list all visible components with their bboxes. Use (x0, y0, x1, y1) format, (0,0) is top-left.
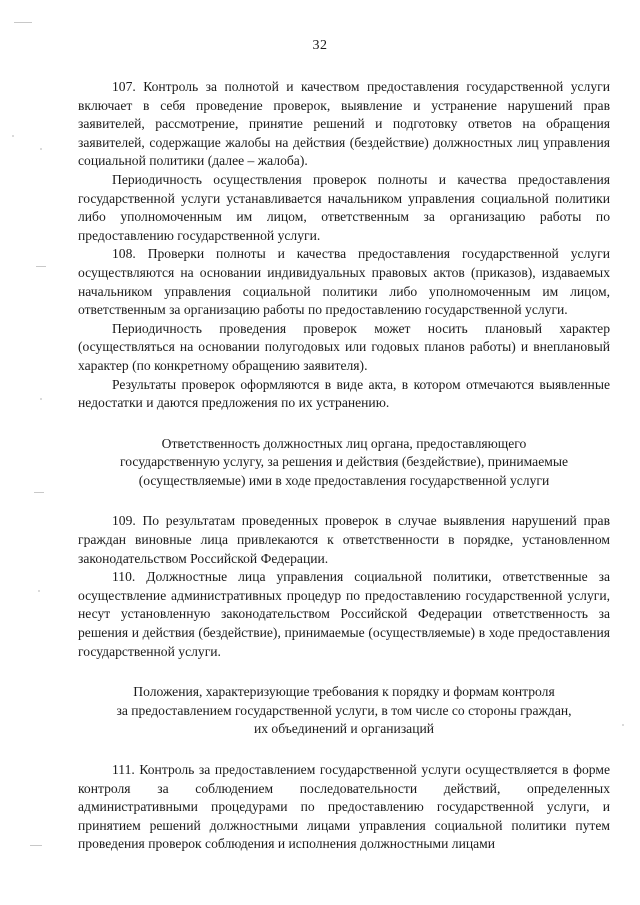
paragraph-111: 111. Контроль за предоставлением государственной услуги осуществляется в форме контроля за соблюдением последовательности действий, определенных административными процедурами по предоставлению государственной услуги, и принятием решений должностными лицами управления социальной политики путем проведения проверок соблюдения и исполнения должностными лицами (78, 762, 610, 852)
document-body (78, 78, 610, 854)
spacer (78, 661, 610, 683)
scan-artifact (40, 148, 42, 150)
paragraph-110: 110. Должностные лица управления социальной политики, ответственные за осуществление административных процедур по предоставлению государственной услуги, несут установленную законодательством Российской Федерации ответственность за решения и действия (бездействие), принимаемые (осуществляемые) в ходе предоставления государственной услуги. (78, 569, 610, 659)
scan-artifact (34, 492, 44, 493)
spacer (78, 490, 610, 512)
spacer (78, 413, 610, 435)
paragraph-107: 107. Контроль за полнотой и качеством предоставления государственной услуги включает в себя проведение проверок, выявление и устранение нарушений прав заявителей, рассмотрение, принятие решений и подготовку ответов на обращения заявителей, содержащие жалобы на действия (бездействие) должностных лиц управления социальной политики (далее – жалоба). (78, 79, 610, 169)
scan-artifact (40, 398, 42, 400)
page-number: 32 (312, 38, 328, 53)
paragraph-108-periodicity: Периодичность проведения проверок может носить плановый характер (осуществляться на основании полугодовых или годовых планов работы) и внеплановый характер (по конкретному обращению заявителя). (78, 320, 610, 373)
paragraph-107-periodicity: Периодичность осуществления проверок полноты и качества предоставления государственной услуги устанавливается начальником управления социальной политики либо уполномоченным им лицом, ответственным за организацию работы по предоставлению государственной услуги. (78, 171, 610, 243)
paragraph-108-results: Результаты проверок оформляются в виде акта, в котором отмечаются выявленные недостатки и даются предложения по их устранению. (78, 376, 610, 411)
scan-artifact (30, 845, 42, 846)
scan-artifact (12, 135, 14, 137)
scan-artifact (622, 724, 624, 726)
scan-artifact (36, 266, 46, 267)
scan-artifact (14, 22, 32, 23)
spacer (78, 739, 610, 761)
section-heading-responsibility: Ответственность должностных лиц органа, предоставляющего государственную услугу, за решения и действия (бездействие), принимаемые (осуществляемые) ими в ходе предоставления государственной услуги (119, 435, 568, 488)
scan-artifact (38, 590, 40, 592)
paragraph-109: 109. По результатам проведенных проверок в случае выявления нарушений прав граждан виновные лица привлекаются к ответственности в порядке, установленном законодательством Российской Федерации. (78, 513, 610, 566)
section-heading-control-requirements: Положения, характеризующие требования к порядку и формам контроля за предоставлением государственной услуги, в том числе со стороны граждан, их объединений и организаций (116, 684, 572, 737)
paragraph-108: 108. Проверки полноты и качества предоставления государственной услуги осуществляются на основании индивидуальных правовых актов (приказов), издаваемых начальником управления социальной политики либо уполномоченным им лицом, ответственным за организацию работы по предоставлению государственной услуги. (78, 246, 610, 318)
